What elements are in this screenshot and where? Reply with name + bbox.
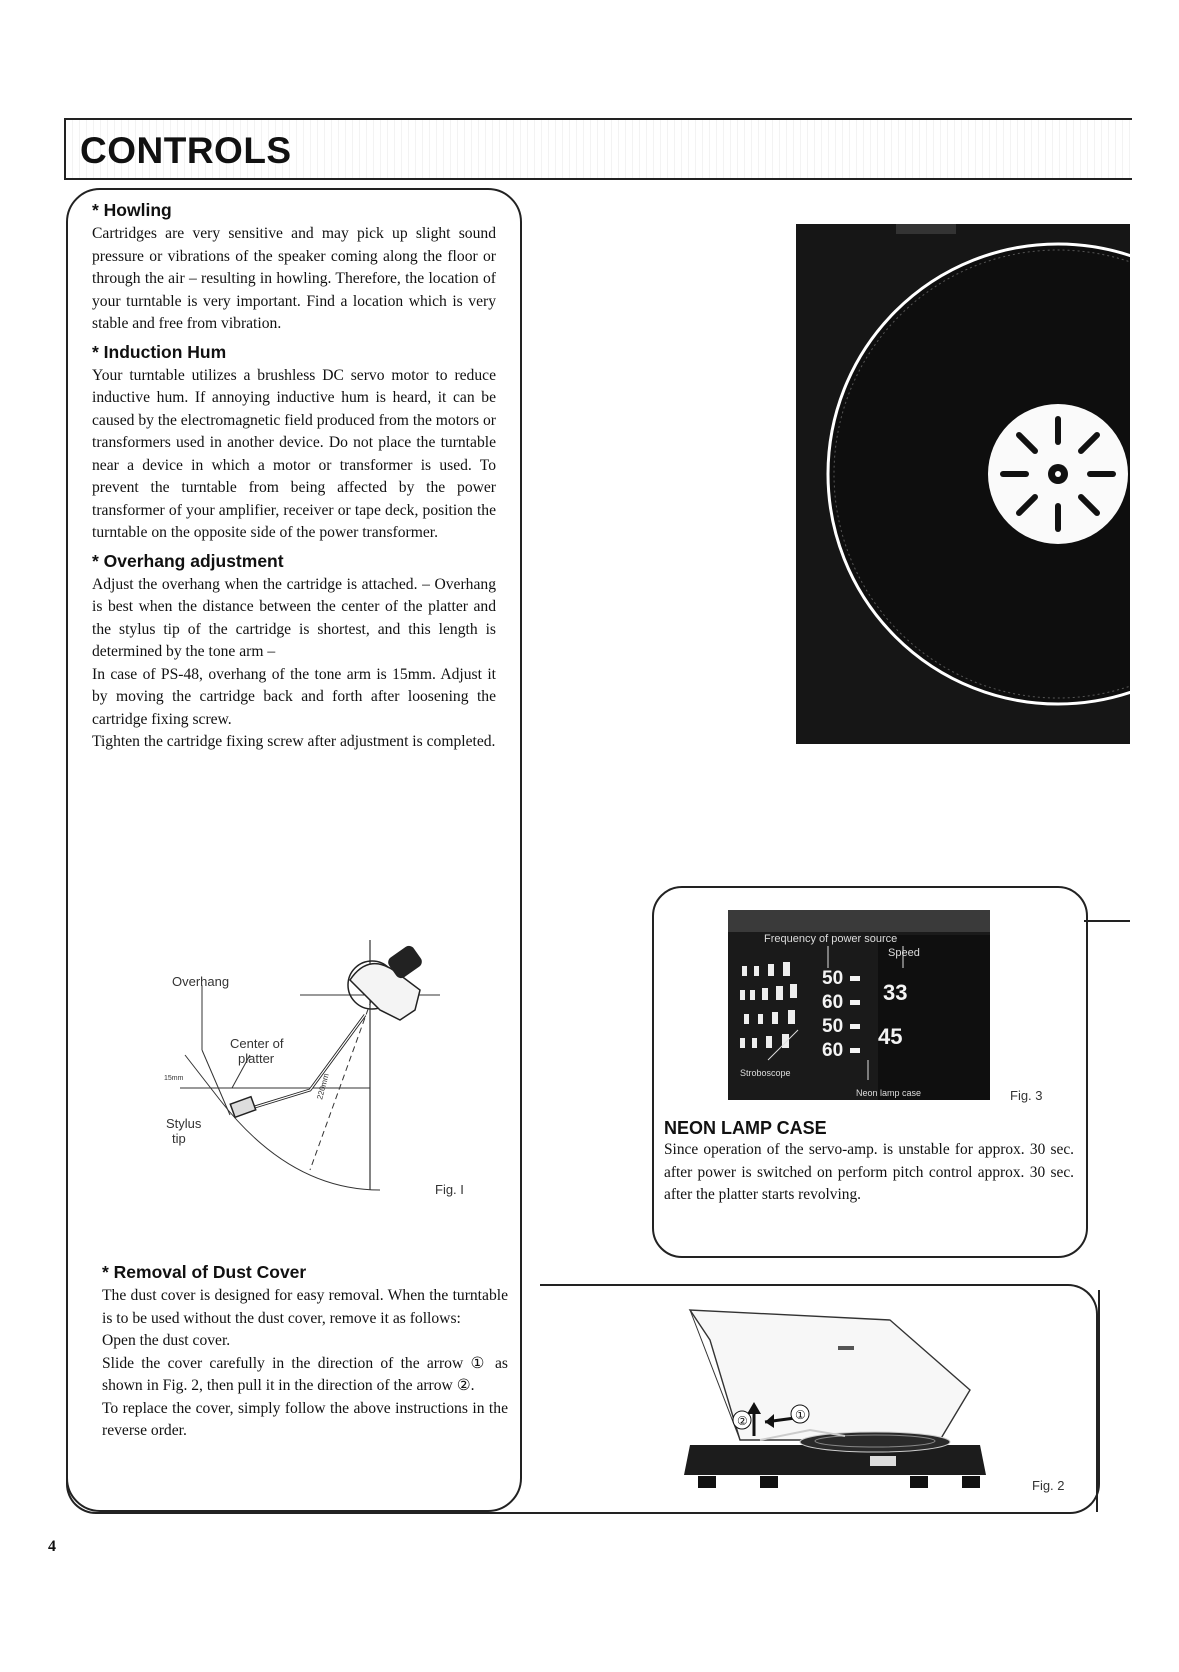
fig3-speed-label: Speed [888, 947, 920, 959]
section-paragraph: Cartridges are very sensitive and may pick up slight sound pressure or vibrations of the speaker coming along the floor or through the air – resulting in howling. Therefore, the location of your turntable is very important. Find a location which is very stable and free from vibration. [92, 225, 496, 332]
fig1-caption: Fig. I [435, 1182, 464, 1197]
page-title: CONTROLS [80, 130, 292, 171]
section-paragraph: Tighten the cartridge fixing screw after adjustment is completed. [92, 733, 496, 750]
fig3-hz-60-b: 60 [822, 1040, 844, 1061]
neon-heading: NEON LAMP CASE [664, 1118, 827, 1138]
fig2-caption: Fig. 2 [1032, 1478, 1065, 1493]
fig3-power-label: Frequency of power source [764, 933, 898, 945]
section-heading: * Howling [92, 200, 172, 220]
fig1-stylus-label: Stylus [166, 1116, 202, 1131]
section-howling [92, 200, 496, 336]
fig1-15mm-label: 15mm [164, 1075, 184, 1082]
section-heading: * Removal of Dust Cover [102, 1262, 307, 1282]
section-paragraph: Your turntable utilizes a brushless DC servo motor to reduce inductive hum. If annoying inductive hum is heard, it can be caused by the electromagnetic field produced from the motors or transformers used in another device. Do not place the turntable near a device in which a motor or transformer is used. To prevent the turntable from being affected by the power transformer of your amplifier, receiver or tape deck, position the turntable on the opposite side of the power transformer. [92, 366, 496, 541]
fig3-neon-label: Neon lamp case [856, 1088, 922, 1098]
section-heading: * Induction Hum [92, 341, 227, 362]
section-induction-hum [92, 342, 496, 545]
fig3-stroboscope-label: Stroboscope [740, 1068, 791, 1078]
section-paragraph: The dust cover is designed for easy removal. When the turntable is to be used without the dust cover, remove it as follows: [102, 1287, 508, 1327]
fig2-arrow2-label: ② [737, 1414, 748, 1428]
page-number: 4 [48, 1538, 56, 1555]
section-paragraph: Adjust the overhang when the cartridge is attached. – Overhang is best when the distance between the center of the platter and the stylus tip of the cartridge is shortest, and this length is determined by the tone arm – [92, 575, 496, 660]
fig1-220mm-label: 220mm [315, 1072, 331, 1101]
fig3-hz-50-a: 50 [822, 968, 844, 989]
neon-lamp-case-section [664, 1118, 1074, 1207]
neon-paragraph: Since operation of the servo-amp. is unstable for approx. 30 sec. after power is switched on perform pitch control approx. 30 sec. after the platter starts revolving. [664, 1141, 1074, 1203]
fig1-tip-label: tip [172, 1131, 186, 1146]
section-header-bar [64, 118, 1132, 180]
left-text-column [92, 200, 496, 756]
fig3-hz-60-a: 60 [822, 992, 844, 1013]
fig2-arrow1-label: ① [795, 1408, 806, 1422]
fig1-overhang-label: Overhang [172, 974, 230, 989]
turntable-platter-photo [796, 224, 1130, 744]
section-overhang [92, 551, 496, 754]
section-removal-dust-cover [102, 1262, 508, 1443]
fig1-center-label: Center of [230, 1036, 284, 1051]
fig3-speed-33: 33 [883, 980, 908, 1005]
section-paragraph: In case of PS-48, overhang of the tone arm is 15mm. Adjust it by moving the cartridge back and forth after loosening the cartridge fixing screw. [92, 665, 496, 728]
fig2-dust-cover-drawing [670, 1290, 1000, 1490]
section-paragraph: Slide the cover carefully in the direction of the arrow ① as shown in Fig. 2, then pull it in the direction of the arrow ②. [102, 1354, 508, 1394]
fig3-speed-45: 45 [878, 1024, 903, 1049]
fig3-hz-50-b: 50 [822, 1016, 844, 1037]
fig3-stroboscope-photo [728, 910, 990, 1100]
fig3-caption: Fig. 3 [1010, 1088, 1043, 1103]
divider-line [1084, 920, 1130, 922]
section-heading: * Overhang adjustment [92, 550, 284, 571]
section-paragraph: Open the dust cover. [102, 1332, 231, 1349]
fig1-platter-label: platter [238, 1051, 275, 1066]
fig1-overhang-diagram [150, 940, 510, 1210]
section-paragraph: To replace the cover, simply follow the above instructions in the reverse order. [102, 1399, 508, 1439]
